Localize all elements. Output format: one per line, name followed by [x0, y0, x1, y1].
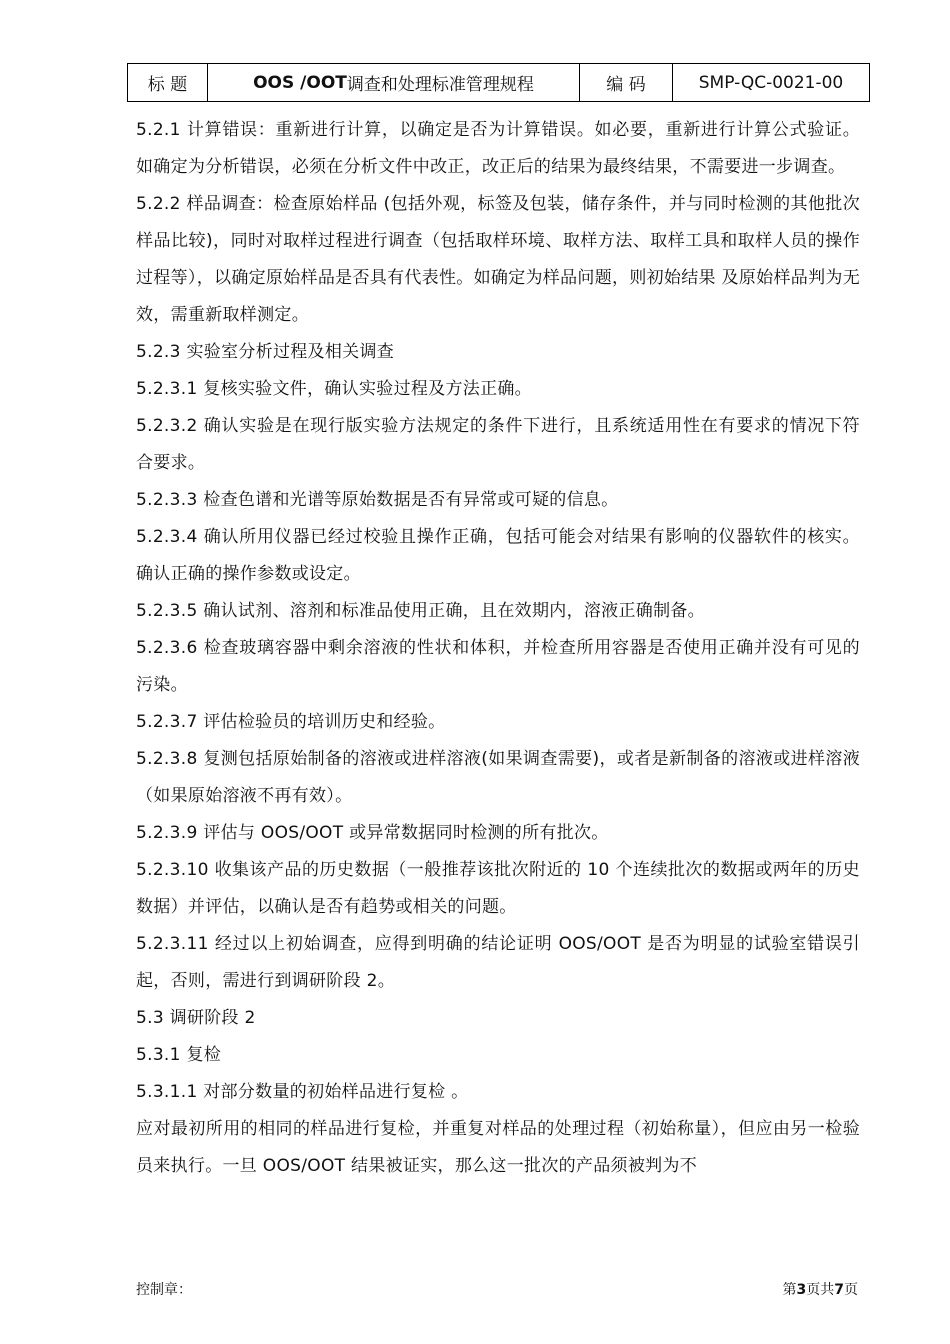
page-suffix: 页 — [844, 1282, 858, 1298]
document-code: SMP-QC-0021-00 — [698, 72, 844, 93]
paragraph: 5.2.2 样品调查：检查原始样品 (包括外观，标签及包装，储存条件，并与同时检测的其他批次样品比较)，同时对取样过程进行调查（包括取样环境、取样方法、取样工具和取样人员的操作过程等），以确定原始样品是否具有代表性。如确定为样品问题，则初始结果 及原始样品判为无效，需重新取样测定。 — [136, 194, 860, 325]
code-label: 编 码 — [580, 64, 673, 101]
header-table — [127, 63, 870, 102]
paragraph: 5.2.3.11 经过以上初始调查，应得到明确的结论证明 OOS/OOT 是否为明显的试验室错误引起，否则，需进行到调研阶段 2。 — [136, 934, 860, 991]
paragraph: 5.2.3.9 评估与 OOS/OOT 或异常数据同时检测的所有批次。 — [136, 823, 609, 843]
paragraph: 5.2.3.1 复核实验文件，确认实验过程及方法正确。 — [136, 379, 532, 399]
page-mid: 页共 — [806, 1282, 835, 1298]
paragraph: 5.2.3.8 复测包括原始制备的溶液或进样溶液(如果调查需要)，或者是新制备的溶液或进样溶液（如果原始溶液不再有效）。 — [136, 749, 860, 806]
title-prefix: OOS /OOT — [253, 72, 347, 93]
document-title — [208, 64, 580, 101]
paragraph: 5.3.1.1 对部分数量的初始样品进行复检 。 — [136, 1082, 469, 1102]
paragraph: 5.2.1 计算错误：重新进行计算，以确定是否为计算错误。如必要，重新进行计算公式验证。如确定为分析错误，必须在分析文件中改正，改正后的结果为最终结果，不需要进一步调查。 — [136, 120, 860, 177]
page-number — [783, 1279, 859, 1299]
paragraph: 5.2.3 实验室分析过程及相关调查 — [136, 342, 395, 362]
page-prefix: 第 — [782, 1282, 797, 1298]
paragraph: 5.2.3.4 确认所用仪器已经过校验且操作正确，包括可能会对结果有影响的仪器软件的核实。 确认正确的操作参数或设定。 — [136, 527, 860, 584]
paragraph: 5.2.3.10 收集该产品的历史数据（一般推荐该批次附近的 10 个连续批次的数据或两年的历史数据）并评估，以确认是否有趋势或相关的问题。 — [136, 860, 860, 917]
paragraph: 5.2.3.6 检查玻璃容器中剩余溶液的性状和体积，并检查所用容器是否使用正确并没有可见的污染。 — [136, 638, 860, 695]
page-total: 7 — [834, 1282, 844, 1298]
document-body — [136, 112, 860, 1185]
title-rest: 调查和处理标准管理规程 — [346, 75, 534, 95]
paragraph: 5.2.3.2 确认实验是在现行版实验方法规定的条件下进行，且系统适用性在有要求的情况下符合要求。 — [136, 416, 860, 473]
paragraph: 应对最初所用的相同的样品进行复检，并重复对样品的处理过程（初始称量），但应由另一检验员来执行。一旦 OOS/OOT 结果被证实，那么这一批次的产品须被判为不 — [136, 1119, 860, 1176]
paragraph: 5.2.3.3 检查色谱和光谱等原始数据是否有异常或可疑的信息。 — [136, 490, 619, 510]
paragraph: 5.2.3.5 确认试剂、溶剂和标准品使用正确，且在效期内，溶液正确制备。 — [136, 601, 705, 621]
paragraph: 5.3 调研阶段 2 — [136, 1008, 256, 1028]
paragraph: 5.3.1 复检 — [136, 1045, 222, 1065]
control-stamp-label: 控制章： — [136, 1282, 192, 1298]
title-label: 标 题 — [128, 64, 208, 101]
page-current: 3 — [796, 1282, 807, 1298]
paragraph: 5.2.3.7 评估检验员的培训历史和经验。 — [136, 712, 446, 732]
